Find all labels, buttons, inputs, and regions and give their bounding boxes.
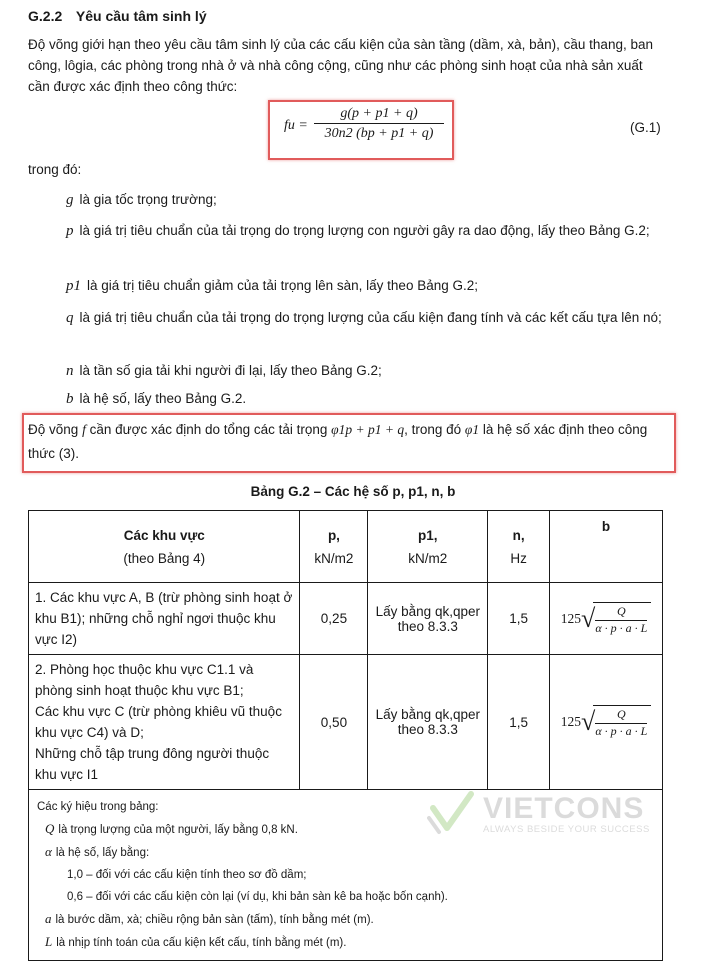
- b-denominator: α · p · a · L: [595, 620, 648, 635]
- table-row: [29, 583, 663, 655]
- intro-paragraph: Độ võng giới hạn theo yêu cầu tâm sinh lý của các cấu kiện của sàn tầng (dầm, xà, bản), cầu thang, ban công, lôgia, các phòng trong nhà ở và nhà công cộng, cũng như các phòng sinh hoạt của nhà sản xuất cần được xác định theo công thức:: [28, 37, 653, 94]
- coefficients-table: [28, 510, 663, 961]
- note-text: cần được xác định do tổng các tải trọng: [89, 422, 328, 437]
- legend-text: 0,6 – đối với các cấu kiện còn lại (ví dụ, khi bản sàn kê ba hoặc bốn cạnh).: [67, 891, 448, 903]
- table-caption: Bảng G.2 – Các hệ số p, p1, n, b: [250, 484, 456, 499]
- b-numerator: Q: [595, 604, 647, 621]
- definition-item: [66, 306, 666, 330]
- definition-symbol: q: [66, 310, 74, 326]
- b-cell: [550, 583, 663, 655]
- b-cell: [550, 655, 663, 790]
- definition-item: [66, 387, 666, 411]
- legend-item: [45, 841, 654, 864]
- header-cell: [300, 511, 368, 583]
- note-symbol-phi: φ1: [464, 422, 480, 437]
- note-text: Độ võng: [28, 422, 79, 437]
- area-text: Những chỗ tập trung đông người thuộc khu vực I1: [35, 746, 270, 782]
- header-main: p1,: [418, 527, 438, 543]
- note-expression: φ1p + p1 + q: [331, 422, 405, 437]
- definition-symbol: b: [66, 391, 74, 407]
- b-numerator: Q: [595, 707, 647, 724]
- b-coefficient: 125: [560, 610, 582, 626]
- note-text: là hệ số xác định theo công thức (3).: [28, 422, 648, 461]
- definition-symbol: p: [66, 223, 74, 239]
- legend-text: là hệ số, lấy bằng:: [55, 847, 150, 859]
- header-main: p,: [327, 527, 340, 543]
- where-label: trong đó:: [28, 162, 82, 177]
- legend-item: [67, 886, 654, 908]
- p-cell: 0,25: [300, 583, 368, 655]
- legend-text: là bước dầm, xà; chiều rộng bản sàn (tấm), tính bằng mét (m).: [55, 914, 374, 926]
- vietcons-logo-icon: [425, 788, 477, 840]
- definition-symbol: n: [66, 363, 74, 379]
- definition-text: là giá trị tiêu chuẩn của tải trọng do trọng lượng của cấu kiện đang tính và các kết cấu tựa lên nó;: [79, 310, 662, 325]
- section-title: Yêu cầu tâm sinh lý: [75, 8, 207, 24]
- n-cell: 1,5: [488, 583, 550, 655]
- header-sub: (theo Bảng 4): [123, 550, 206, 566]
- definition-item: [66, 359, 666, 383]
- formula-fraction: [314, 106, 444, 142]
- header-sub: Hz: [510, 550, 527, 566]
- legend-text: 1,0 – đối với các cấu kiện tính theo sơ đồ dầm;: [67, 869, 307, 881]
- header-main: Các khu vực: [123, 527, 205, 543]
- formula-numerator: g(p + p1 + q): [314, 106, 444, 124]
- deflection-note: [28, 418, 668, 466]
- area-cell: [29, 583, 300, 655]
- formula-denominator: 30n2 (bp + p1 + q): [324, 126, 434, 141]
- area-cell: [29, 655, 300, 790]
- vietcons-watermark: [425, 788, 650, 840]
- note-text: , trong đó: [404, 422, 462, 437]
- b-formula: [561, 602, 652, 636]
- sqrt-symbol: √: [581, 707, 596, 736]
- area-text: Các khu vực C (trừ phòng khiêu vũ thuộc khu vực C4) và D;: [35, 704, 282, 740]
- b-formula: [561, 705, 652, 739]
- legend-title: Các ký hiệu trong bảng:: [37, 801, 159, 813]
- definition-symbol: p1: [66, 278, 81, 294]
- definition-text: là hệ số, lấy theo Bảng G.2.: [79, 391, 247, 406]
- legend-item: [45, 908, 654, 931]
- header-sub: kN/m2: [314, 550, 354, 566]
- header-cell: [550, 511, 663, 583]
- definition-text: là gia tốc trọng trường;: [79, 192, 217, 207]
- p1-cell: Lấy bằng qk,qper theo 8.3.3: [368, 583, 488, 655]
- definition-symbol: g: [66, 192, 74, 208]
- legend-item: [67, 864, 654, 886]
- section-number: G.2.2: [28, 8, 63, 24]
- formula-number: (G.1): [630, 120, 661, 135]
- p1-cell: Lấy bằng qk,qper theo 8.3.3: [368, 655, 488, 790]
- area-text: 2. Phòng học thuộc khu vực C1.1 và phòng sinh hoạt thuộc khu vực B1;: [35, 662, 254, 698]
- sqrt-symbol: √: [581, 603, 596, 633]
- definition-text: là giá trị tiêu chuẩn của tải trọng do trọng lượng con người gây ra dao động, lấy theo Bảng G.2;: [79, 223, 650, 238]
- n-cell: 1,5: [488, 655, 550, 790]
- header-main: n,: [512, 527, 525, 543]
- section-heading: [28, 8, 207, 24]
- definition-text: là giá trị tiêu chuẩn giảm của tải trọng lên sàn, lấy theo Bảng G.2;: [87, 278, 478, 293]
- b-radicand: [593, 602, 651, 636]
- legend-symbol: a: [45, 911, 52, 926]
- table-header-row: [29, 511, 663, 583]
- legend-item: [45, 931, 654, 954]
- legend-text: là nhịp tính toán của cấu kiện kết cấu, tính bằng mét (m).: [56, 937, 347, 949]
- note-symbol-f: f: [82, 422, 86, 437]
- definition-text: là tần số gia tải khi người đi lại, lấy theo Bảng G.2;: [79, 363, 382, 378]
- legend-symbol: L: [45, 934, 53, 949]
- header-main: b: [601, 519, 611, 534]
- header-cell: [488, 511, 550, 583]
- watermark-tagline: ALWAYS BESIDE YOUR SUCCESS: [483, 823, 650, 835]
- watermark-name: VIETCONS: [483, 791, 645, 825]
- header-sub: kN/m2: [408, 550, 448, 566]
- b-radicand: [593, 705, 651, 739]
- legend-symbol: α: [45, 844, 52, 859]
- definition-item: [66, 219, 666, 243]
- definition-item: [66, 274, 666, 298]
- p-cell: 0,50: [300, 655, 368, 790]
- legend-text: là trọng lượng của một người, lấy bằng 0,8 kN.: [58, 824, 298, 836]
- header-cell: [29, 511, 300, 583]
- b-coefficient: 125: [560, 714, 582, 729]
- header-cell: [368, 511, 488, 583]
- table-row: [29, 655, 663, 790]
- formula-lhs: fu =: [284, 118, 308, 133]
- legend-symbol: Q: [45, 821, 55, 836]
- b-denominator: α · p · a · L: [595, 724, 648, 738]
- area-text: 1. Các khu vực A, B (trừ phòng sinh hoạt ở khu B1); những chỗ nghỉ ngơi thuộc khu vực I2): [35, 590, 293, 647]
- definition-item: [66, 188, 666, 212]
